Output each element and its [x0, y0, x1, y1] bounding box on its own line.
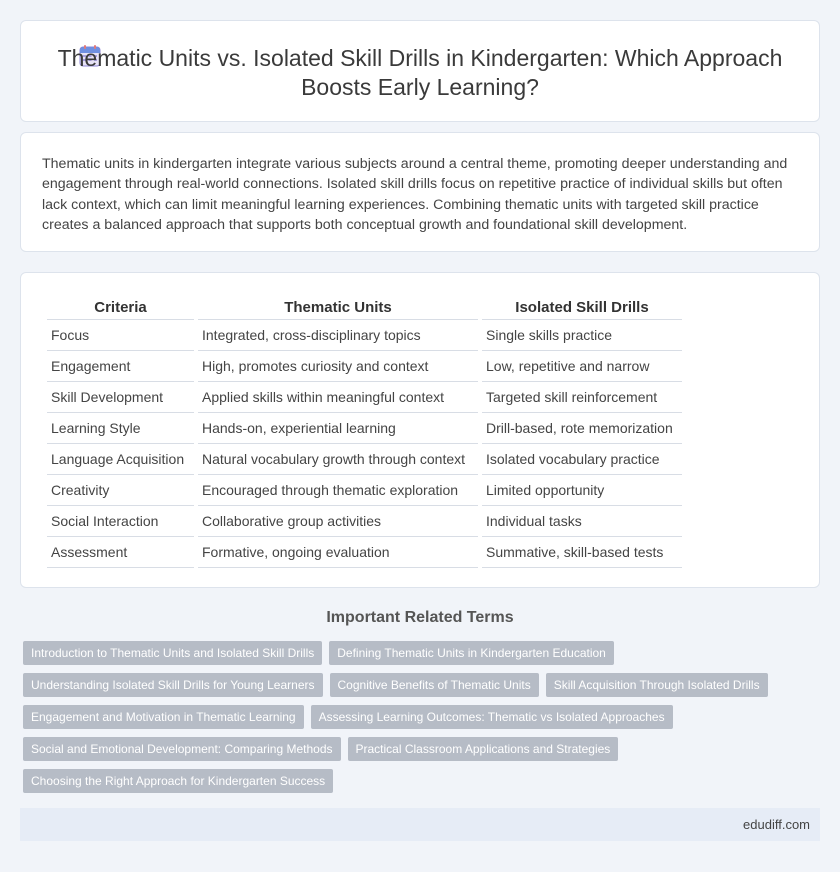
page-title: Thematic Units vs. Isolated Skill Drills in Kindergarten: Which Approach Boosts Early Learning?: [57, 45, 783, 100]
header-thematic-units: Thematic Units: [198, 296, 478, 320]
isolated-cell: Limited opportunity: [482, 475, 682, 506]
related-term-tag[interactable]: Choosing the Right Approach for Kindergarten Success: [23, 769, 333, 793]
table-row: [47, 537, 682, 568]
term-row: [23, 769, 813, 793]
criteria-cell: Skill Development: [47, 382, 194, 413]
related-terms-title: Important Related Terms: [326, 609, 514, 626]
isolated-cell: Single skills practice: [482, 320, 682, 351]
isolated-cell: Low, repetitive and narrow: [482, 351, 682, 382]
criteria-cell: Focus: [47, 320, 194, 351]
related-term-tag[interactable]: Practical Classroom Applications and Strategies: [348, 737, 619, 761]
related-term-tag[interactable]: Introduction to Thematic Units and Isolated Skill Drills: [23, 641, 322, 665]
related-term-tag[interactable]: Cognitive Benefits of Thematic Units: [330, 673, 539, 697]
table-row: [47, 320, 682, 351]
related-term-tag[interactable]: Skill Acquisition Through Isolated Drills: [546, 673, 768, 697]
thematic-cell: Integrated, cross-disciplinary topics: [198, 320, 478, 351]
thematic-cell: Applied skills within meaningful context: [198, 382, 478, 413]
title-card: [20, 20, 820, 122]
table-row: [47, 475, 682, 506]
term-row: [23, 673, 813, 697]
thematic-cell: Encouraged through thematic exploration: [198, 475, 478, 506]
criteria-cell: Learning Style: [47, 413, 194, 444]
comparison-card: [20, 272, 820, 588]
thematic-cell: High, promotes curiosity and context: [198, 351, 478, 382]
comparison-table: [43, 296, 686, 568]
thematic-cell: Formative, ongoing evaluation: [198, 537, 478, 568]
table-row: [47, 382, 682, 413]
intro-card: [20, 132, 820, 252]
isolated-cell: Drill-based, rote memorization: [482, 413, 682, 444]
isolated-cell: Summative, skill-based tests: [482, 537, 682, 568]
table-row: [47, 413, 682, 444]
table-row: [47, 351, 682, 382]
term-row: [23, 705, 813, 729]
isolated-cell: Targeted skill reinforcement: [482, 382, 682, 413]
header-criteria: Criteria: [47, 296, 194, 320]
criteria-cell: Engagement: [47, 351, 194, 382]
related-terms-list: [23, 641, 813, 801]
criteria-cell: Assessment: [47, 537, 194, 568]
related-term-tag[interactable]: Defining Thematic Units in Kindergarten Education: [329, 641, 614, 665]
related-term-tag[interactable]: Understanding Isolated Skill Drills for Young Learners: [23, 673, 323, 697]
criteria-cell: Creativity: [47, 475, 194, 506]
isolated-cell: Isolated vocabulary practice: [482, 444, 682, 475]
related-term-tag[interactable]: Assessing Learning Outcomes: Thematic vs Isolated Approaches: [311, 705, 673, 729]
footer-site: edudiff.com: [743, 817, 810, 832]
isolated-cell: Individual tasks: [482, 506, 682, 537]
table-header-row: [47, 296, 682, 320]
thematic-cell: Natural vocabulary growth through context: [198, 444, 478, 475]
term-row: [23, 737, 813, 761]
intro-paragraph: Thematic units in kindergarten integrate various subjects around a central theme, promoting deeper understanding and engagement through real-world connections. Isolated skill drills focus on repetitive practice of individual skills but often lack context, which can limit meaningful learning experiences. Combining thematic units with targeted skill practice creates a balanced approach that supports both conceptual growth and foundational skill development.: [42, 156, 788, 234]
table-row: [47, 506, 682, 537]
related-term-tag[interactable]: Engagement and Motivation in Thematic Learning: [23, 705, 304, 729]
header-isolated-skill-drills: Isolated Skill Drills: [482, 296, 682, 320]
related-term-tag[interactable]: Social and Emotional Development: Comparing Methods: [23, 737, 341, 761]
thematic-cell: Hands-on, experiential learning: [198, 413, 478, 444]
criteria-cell: Language Acquisition: [47, 444, 194, 475]
criteria-cell: Social Interaction: [47, 506, 194, 537]
term-row: [23, 641, 813, 665]
thematic-cell: Collaborative group activities: [198, 506, 478, 537]
table-row: [47, 444, 682, 475]
footer: [20, 808, 820, 841]
